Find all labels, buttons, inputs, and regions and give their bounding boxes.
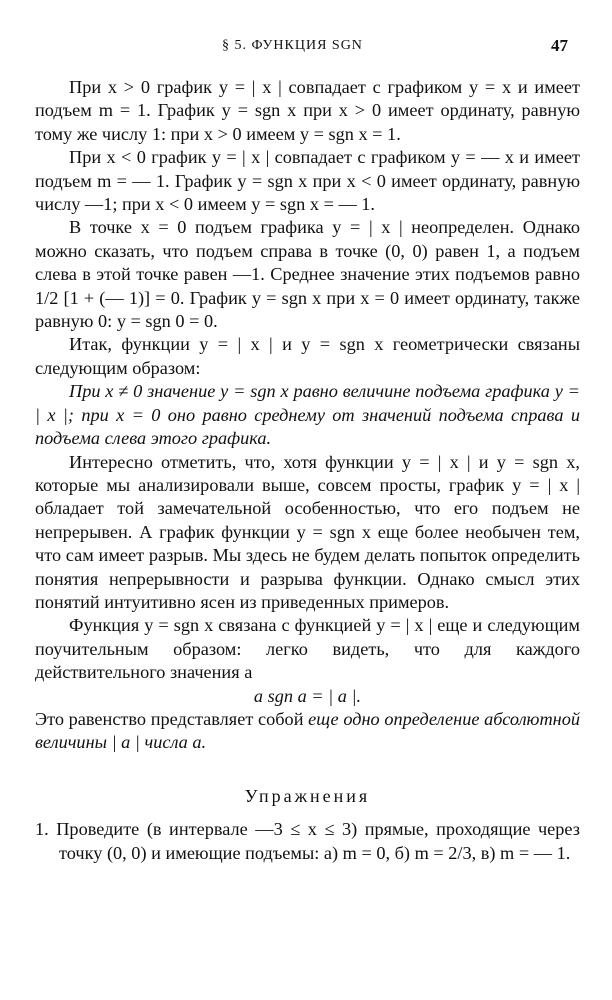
after-formula-italic: еще одно определение абсолютной величины | a | числа a.: [35, 708, 580, 753]
exercise-1: 1. Проведите (в интервале —3 ≤ x ≤ 3) прямые, проходящие через точку (0, 0) и имеющие подъемы: а) m = 0, б) m = 2/3, в) m = — 1.: [35, 819, 580, 863]
paragraph-3: В точке x = 0 подъем графика y = | x | неопределен. Однако можно сказать, что подъем справа в точке (0, 0) равен 1, а подъем слева в этой точке равен —1. Среднее значение этих подъемов равно 1/2 [1 + (— 1)] = 0. График y = sgn x при x = 0 имеет ординату, также равную 0: y = sgn 0 = 0.: [35, 217, 580, 332]
formula: a sgn a = | a |.: [253, 685, 362, 706]
paragraph-after-formula: [35, 708, 580, 755]
page-header: [0, 36, 612, 58]
running-head: § 5. ФУНКЦИЯ SGN: [222, 38, 363, 53]
exercises-title: Упражнения: [244, 785, 371, 806]
paragraph-1: При x > 0 график y = | x | совпадает с графиком y = x и имеет подъем m = 1. График y = sgn x при x > 0 имеет ординату, равную тому же числу 1: при x > 0 имеем y = sgn x = 1.: [35, 77, 580, 144]
after-formula-text: Это равенство представляет собой: [35, 708, 309, 729]
italic-statement: При x ≠ 0 значение y = sgn x равно величине подъема графика y = | x |; при x = 0 оно равно среднему от значений подъема справа и подъема слева этого графика.: [35, 381, 580, 449]
page-number: 47: [551, 36, 568, 55]
paragraph-6: Интересно отметить, что, хотя функции y = | x | и y = sgn x, которые мы анализировали выше, совсем просты, график y = | x | обладает той замечательной особенностью, что его подъем не непрерывен. А график функции y = sgn x еще более необычен тем, что сам имеет разрыв. Мы здесь не будем делать попыток определить понятия непрерывности и разрыва функции. Однако смысл этих понятий интуитивно ясен из приведенных примеров.: [35, 451, 580, 612]
page-body: [35, 76, 580, 865]
paragraph-2: При x < 0 график y = | x | совпадает с графиком y = — x и имеет подъем m = — 1. График y = sgn x при x < 0 имеет ординату, равную числу —1; при x < 0 имеем y = sgn x = — 1.: [35, 147, 580, 215]
paragraph-7: Функция y = sgn x связана с функцией y = | x | еще и следующим поучительным образом: легко видеть, что для каждого действительного значения a: [35, 615, 580, 683]
paragraph-4: Итак, функции y = | x | и y = sgn x геометрически связаны следующим образом:: [35, 334, 580, 378]
